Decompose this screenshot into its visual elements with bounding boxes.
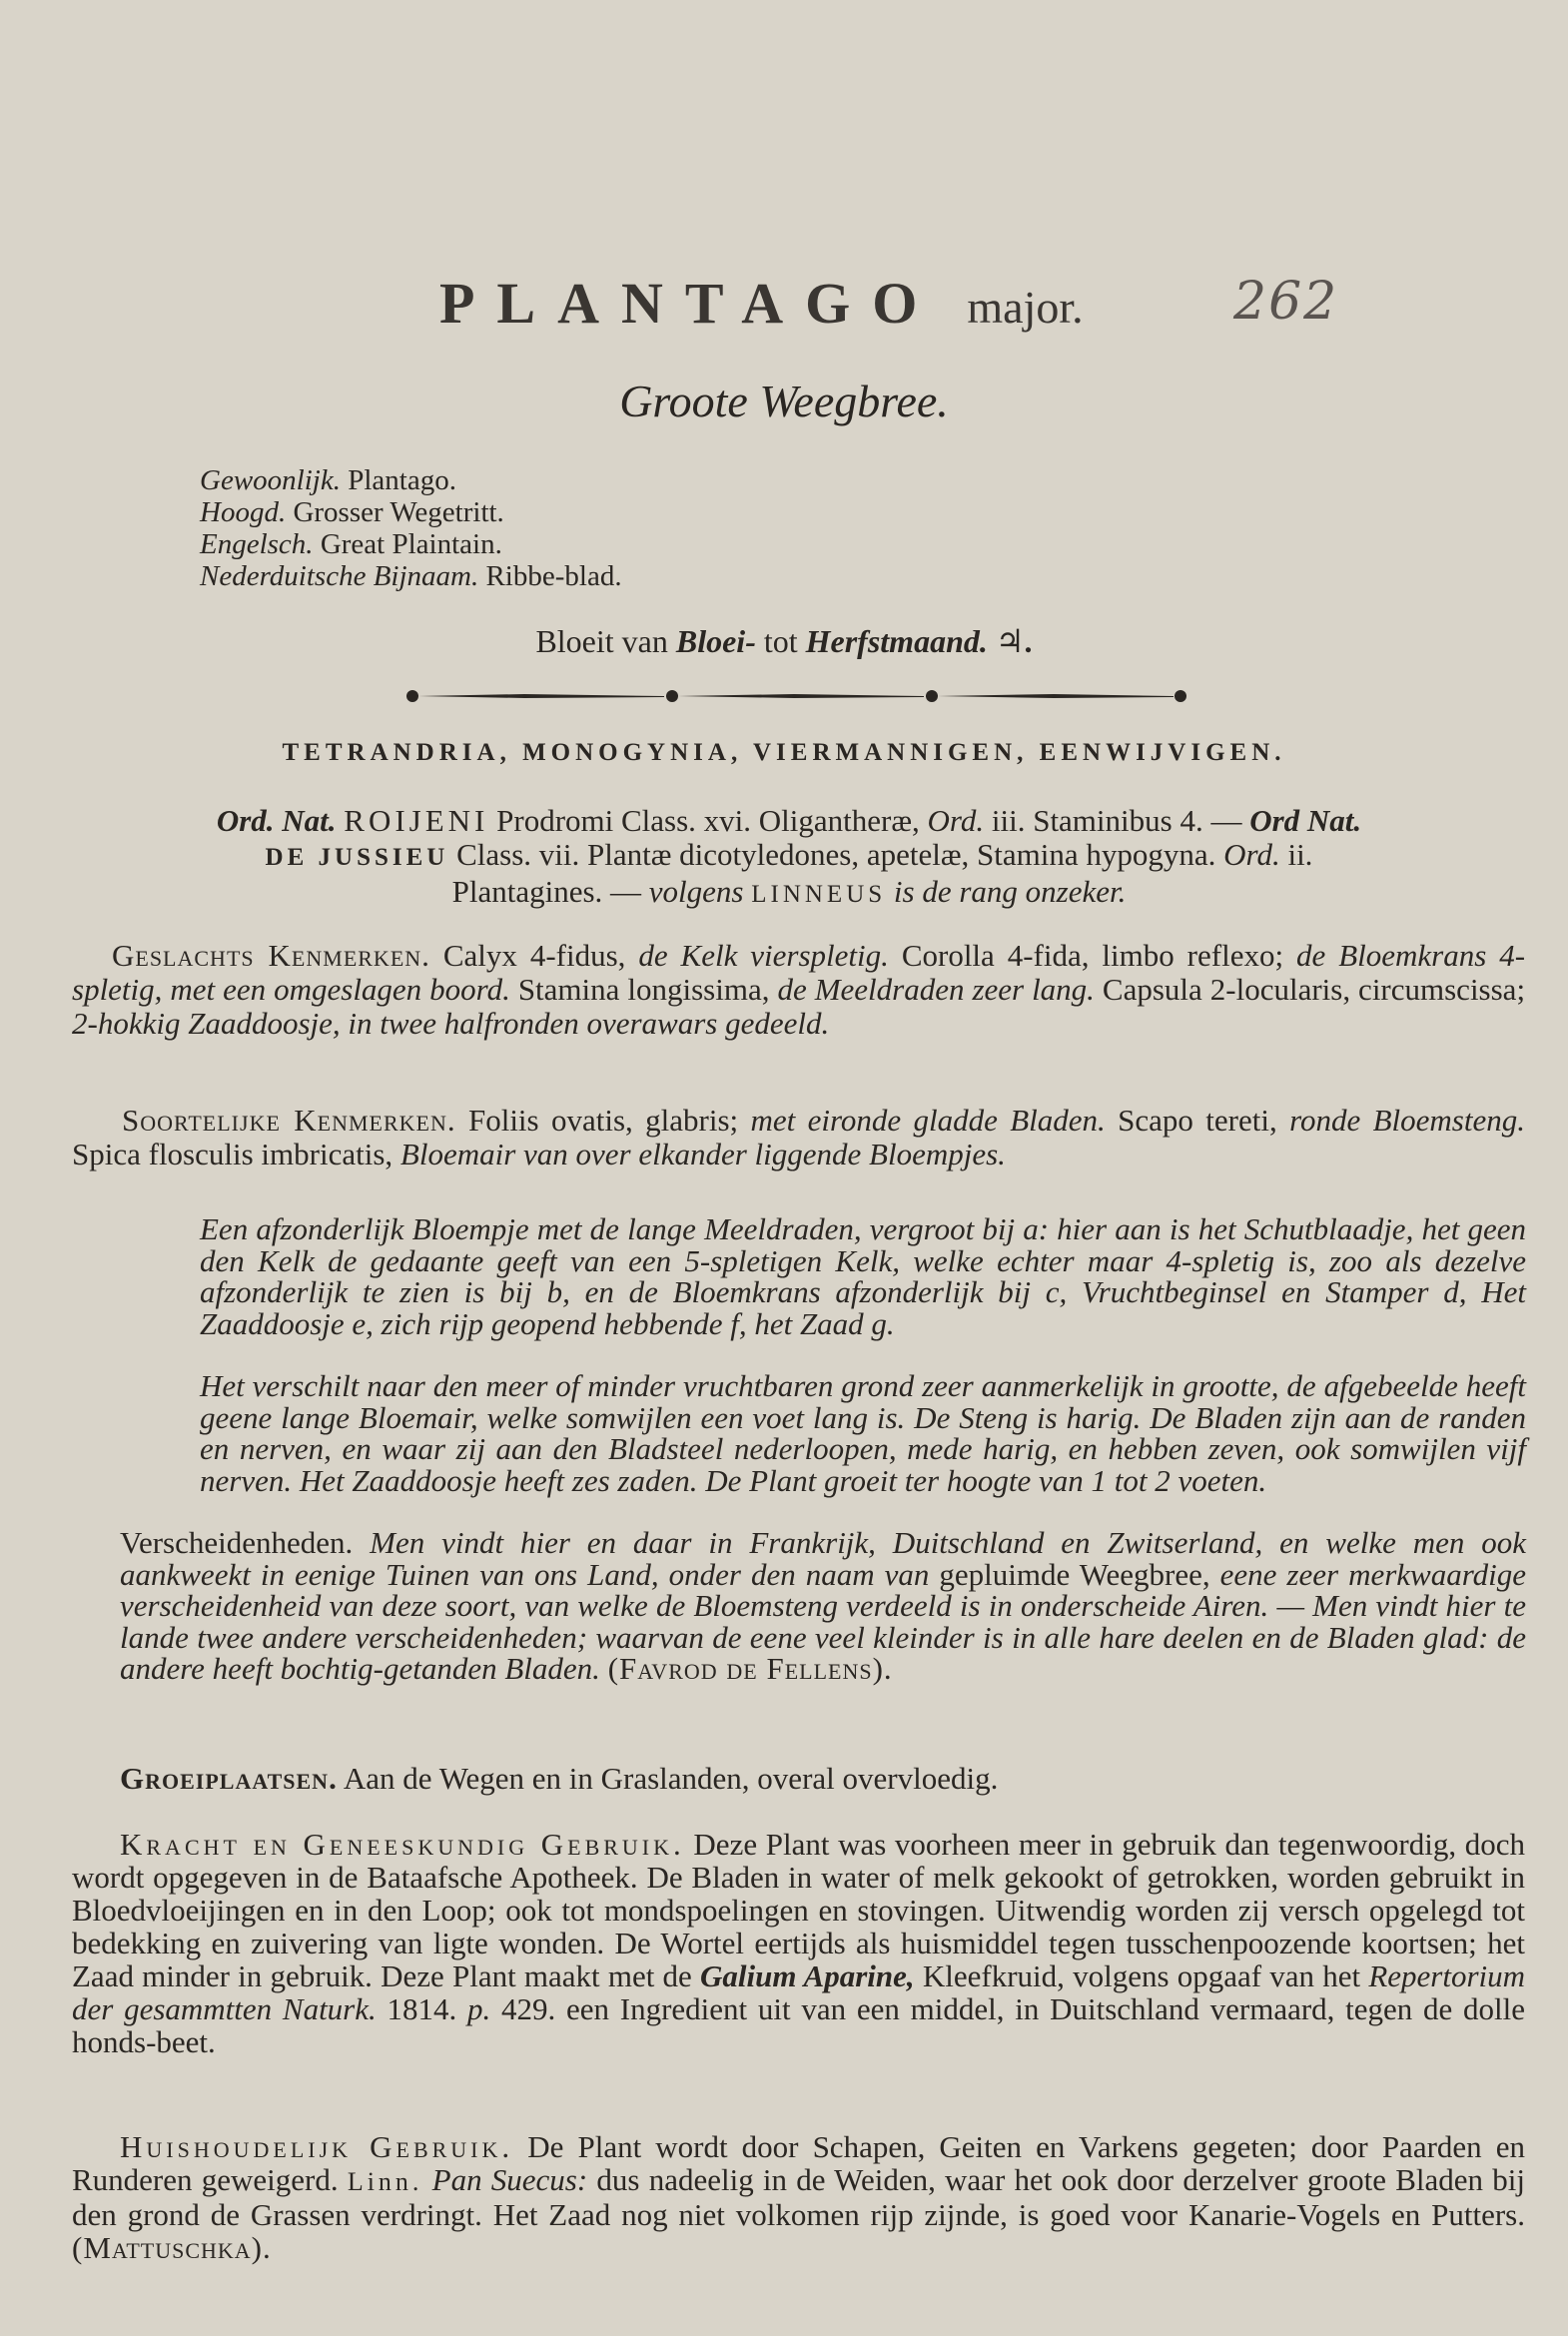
section-heading: Huishoudelijk Gebruik. — [120, 2129, 514, 2164]
dutch-text: ronde Bloemsteng. — [1289, 1103, 1525, 1138]
medicinal-use-section — [72, 1828, 1525, 2058]
section-heading: Groeiplaatsen. — [120, 1761, 338, 1796]
perennial-symbol: ♃. — [995, 623, 1033, 659]
flowering-to: Herfstmaand. — [805, 623, 988, 659]
household-use-section — [72, 2130, 1525, 2264]
latin-text: Capsula 2-locularis, circumscissa; — [1102, 972, 1526, 1007]
author-name: DE JUSSIEU — [265, 844, 449, 871]
dutch-text: de Kelk vierspletig. — [638, 938, 889, 973]
common-name-title: Groote Weegbree. — [619, 376, 949, 426]
ordnat-text: ii. — [1287, 837, 1313, 872]
flowering-prefix: Bloeit van — [535, 623, 668, 659]
linnaean-classification: TETRANDRIA, MONOGYNIA, VIERMANNIGEN, EENWIJVIGEN. — [282, 739, 1286, 766]
section-heading: Kracht en Geneeskundig Gebruik. — [120, 1827, 685, 1862]
name-row — [200, 560, 622, 592]
plant-description: Het verschilt naar den meer of minder vruchtbaren grond zeer aanmerkelijk in grootte, de afgebeelde heeft geene lange Bloemair, welke somwijlen een voet lang is. De Steng is harig. De Bladen zijn aan de randen en nerven, en waar zij aan den Bladsteel nederloopen, mede harig, en hebben zeven, ook somwijlen vijf nerven. Het Zaaddoosje heeft zes zaden. De Plant groeit ter hoogte van 1 tot 2 voeten. — [200, 1368, 1526, 1498]
medicinal-text: 1814. — [387, 1991, 457, 2026]
ordnat-italic: is de rang onzeker. — [893, 874, 1127, 909]
varieties-text: Men vindt hier en daar in Frankrijk, Duitschland en Zwitserland, en welke men ook aankweekt in eenige Tuinen van ons Land, onder den naam van — [120, 1525, 1527, 1592]
natural-order-line — [90, 804, 1488, 838]
dutch-text: 2-hokkig Zaaddoosje, in twee halfronden overawars gedeeld. — [72, 1006, 830, 1041]
habitat-text: Aan de Wegen en in Graslanden, overal overvloedig. — [343, 1761, 999, 1796]
dutch-text: Bloemair van over elkander liggende Bloempjes. — [399, 1137, 1006, 1171]
habitat-section — [120, 1761, 1526, 1797]
name-language: Nederduitsche Bijnaam. — [200, 560, 479, 592]
publication-ref: Repertorium der gesammtten Naturk. — [72, 1958, 1526, 2026]
author-name: Linn. — [347, 2167, 423, 2196]
citation: (Favrod de Fellens). — [607, 1651, 893, 1686]
name-language: Gewoonlijk. — [200, 464, 341, 496]
species-title: major. — [967, 282, 1084, 333]
latin-text: Calyx 4-fidus, — [442, 938, 626, 973]
ornament-divider — [404, 683, 1188, 709]
citation: (Mattuschka). — [72, 2230, 272, 2265]
section-heading: Soortelijke Kenmerken. — [122, 1103, 456, 1138]
author-name: LINNEUS — [751, 881, 887, 908]
natural-order-line — [90, 838, 1488, 875]
dutch-text: de Meeldraden zeer lang. — [777, 972, 1095, 1007]
medicinal-text: 429. een Ingredient uit van een middel, in Duitschland vermaard, tegen de dolle honds-beet. — [72, 1991, 1526, 2059]
latin-text: Scapo tereti, — [1118, 1103, 1277, 1138]
author-name: ROIJENI — [344, 803, 489, 838]
ordnat-label: Ord Nat. — [1249, 803, 1362, 838]
title-row — [439, 270, 1084, 360]
household-text: dus nadeelig in de Weiden, waar het ook door derzelver groote Bladen bij den grond de Grassen verdringt. Het Zaad nog niet volkomen rijp zijnde, is goed voor Kanarie-Vogels en Putters. — [72, 2162, 1526, 2232]
name-row — [200, 464, 622, 496]
flowering-tot: tot — [763, 623, 798, 659]
ordnat-italic: volgens — [648, 874, 744, 909]
vernacular-names — [200, 464, 622, 592]
genus-title: PLANTAGO — [439, 271, 940, 336]
varieties-text: eene zeer merkwaardige verscheidenheid van deze soort, van welke de Bloemsteng verdeeld is in onderscheide Airen. — Men vindt hier te lande twee andere verscheidenheden; waarvan de eene veel kleinder is in alle hare deelen en de Bladen glad: de andere heeft bochtig-getanden Bladen. — [120, 1556, 1527, 1686]
name-row — [200, 528, 622, 560]
name-value: Great Plaintain. — [320, 528, 502, 560]
natural-order — [90, 804, 1488, 912]
flowering-from: Bloei- — [675, 623, 756, 659]
latin-text: Spica flosculis imbricatis, — [72, 1137, 393, 1171]
household-text: De Plant wordt door Schapen, Geiten en Varkens gegeten; door Paarden en Runderen geweigerd. — [72, 2129, 1525, 2197]
species-ref: Galium Aparine, — [700, 1958, 915, 1993]
natural-order-line — [90, 875, 1488, 912]
name-value: Grosser Wegetritt. — [293, 496, 504, 528]
latin-text: Foliis ovatis, glabris; — [467, 1103, 739, 1138]
name-value: Ribbe-blad. — [485, 560, 622, 592]
ord-label: Ord. — [927, 803, 985, 838]
variety-name: gepluimde Weegbree, — [939, 1556, 1210, 1592]
latin-text: Corolla 4-fida, limbo reflexo; — [901, 938, 1284, 973]
name-language: Hoogd. — [200, 496, 287, 528]
section-heading: Geslachts Kenmerken. — [112, 938, 430, 973]
section-heading: Verscheidenheden. — [120, 1525, 354, 1560]
varieties-section — [120, 1527, 1526, 1685]
ordnat-text: Prodromi Class. xvi. Oligantheræ, — [496, 803, 920, 838]
page-ref: p. — [467, 1991, 491, 2026]
page-number: 262 — [1233, 272, 1339, 332]
dutch-text: met eironde gladde Bladen. — [750, 1103, 1106, 1138]
dutch-text: de Bloemkrans 4-spletig, met een omgeslagen boord. — [72, 938, 1526, 1007]
plate-description: Een afzonderlijk Bloempje met de lange Meeldraden, vergroot bij a: hier aan is het Schutblaadje, het geen den Kelk de gedaante geeft van een 5-spletigen Kelk, welke echter maar 4-spletig is, zoo als dezelve afzonderlijk te zien is bij b, en de Bloemkrans afzonderlijk bij c, Vruchtbeginsel en Stamper d, Het Zaaddoosje e, zich rijp geopend hebbende f, het Zaad g. — [200, 1211, 1526, 1341]
medicinal-text: Kleefkruid, volgens opgaaf van het — [922, 1958, 1361, 1993]
name-value: Plantago. — [348, 464, 456, 496]
latin-text: Stamina longissima, — [517, 972, 770, 1007]
ordnat-label: Ord. Nat. — [216, 803, 337, 838]
ordnat-text: Plantagines. — — [451, 874, 642, 909]
ord-label: Ord. — [1223, 837, 1280, 872]
name-row — [200, 496, 622, 528]
species-characters — [72, 1104, 1525, 1171]
genus-characters — [72, 939, 1525, 1041]
name-language: Engelsch. — [200, 528, 314, 560]
ordnat-text: Class. vii. Plantæ dicotyledones, apetelæ, Stamina hypogyna. — [456, 837, 1216, 872]
ordnat-text: iii. Staminibus 4. — — [991, 803, 1242, 838]
medicinal-text: Deze Plant was voorheen meer in gebruik dan tegenwoordig, doch wordt opgegeven in de Bataafsche Apotheek. De Bladen in water of melk gekookt of getrokken, worden gebruikt in Bloedvloeijingen en in den Loop; ook tot mondspoelingen en stovingen. Uitwendig worden zij versch opgelegd tot bedekking en zuivering van ligte wonden. De Wortel eertijds als huismiddel tegen tusschenpoozende koortsen; het Zaad minder in gebruik. Deze Plant maakt met de — [72, 1827, 1526, 1993]
publication-ref: Pan Suecus: — [431, 2162, 588, 2197]
flowering-period — [0, 622, 1568, 660]
